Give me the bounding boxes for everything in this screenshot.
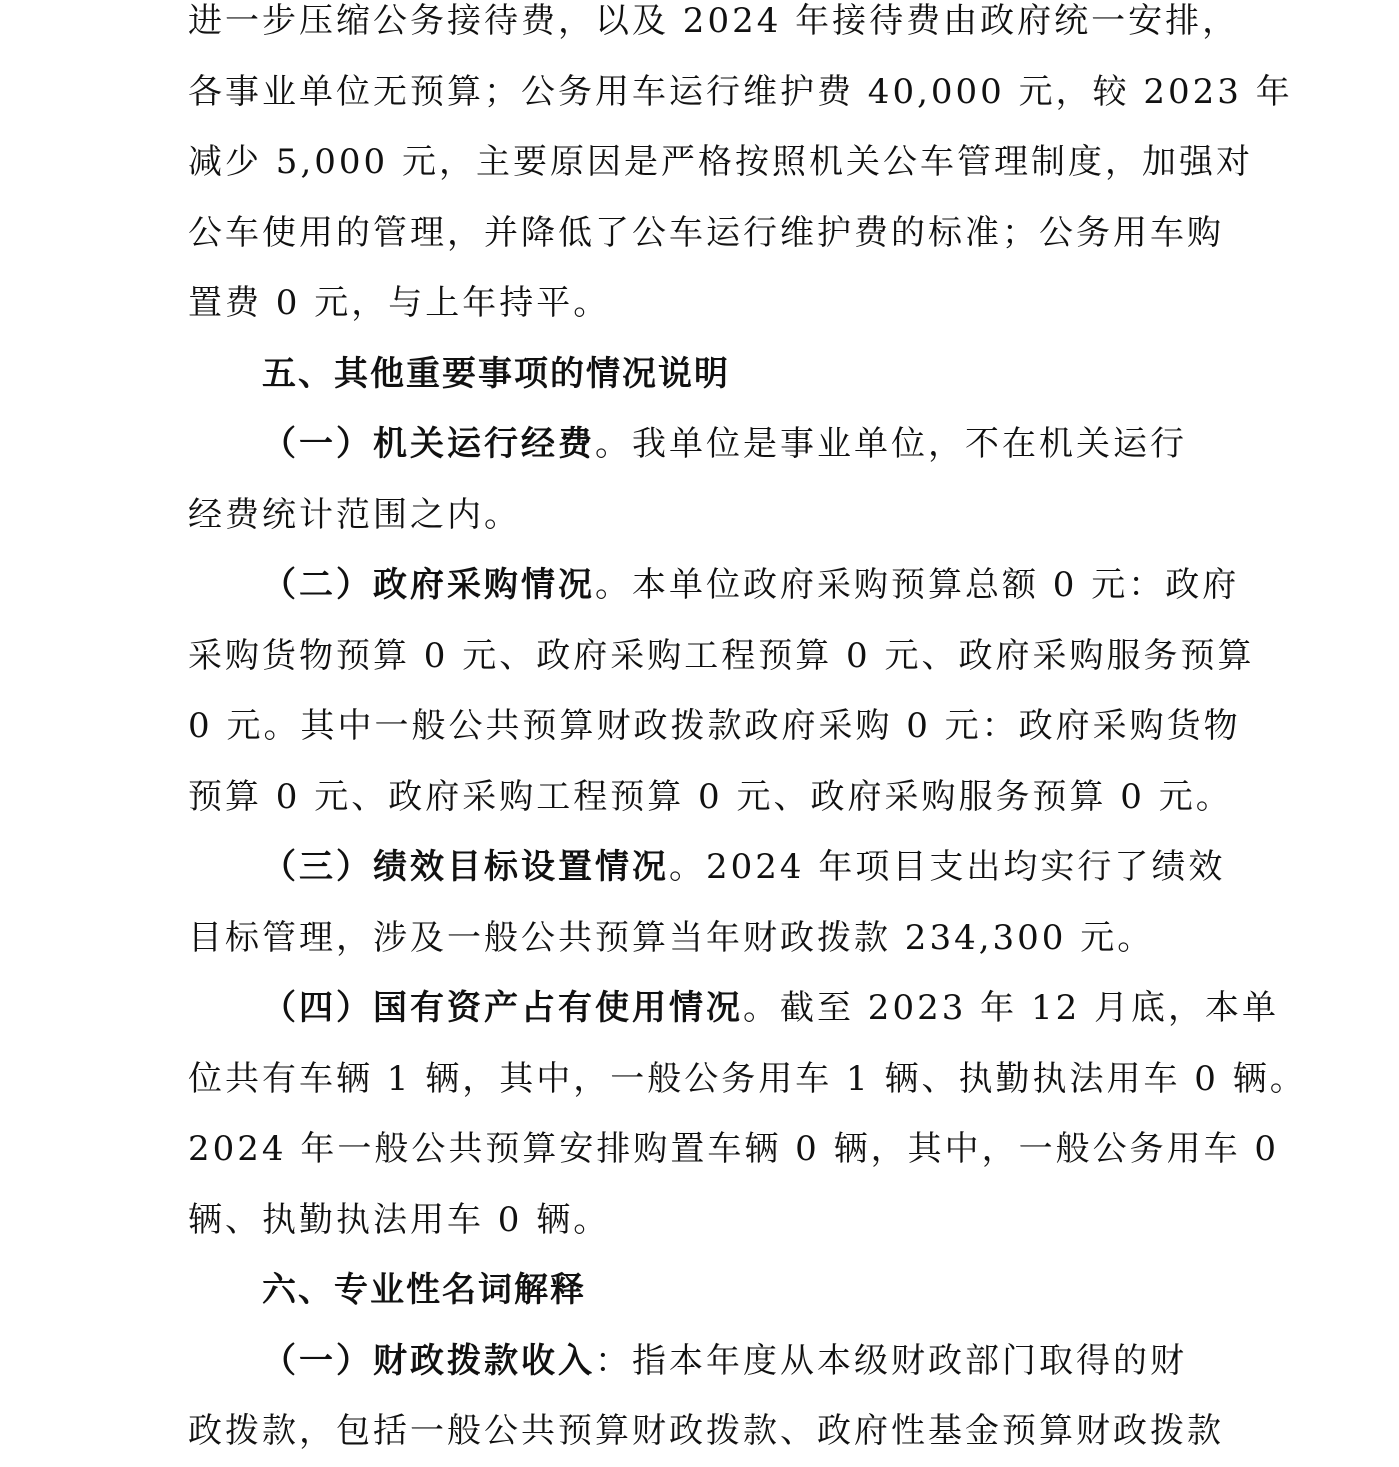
text-line: 政拨款，包括一般公共预算财政拨款、政府性基金预算财政拨款 [188,1411,1224,1451]
section6-heading: 六、专业性名词解释 [262,1270,586,1310]
item-text: 。我单位是事业单位，不在机关运行 [595,424,1187,464]
text-line: 位共有车辆 1 辆，其中，一般公务用车 1 辆、执勤执法用车 0 辆。 [188,1058,1307,1099]
section5-heading: 五、其他重要事项的情况说明 [262,353,730,394]
item-title: （四）国有资产占有使用情况 [262,988,743,1028]
text-line: 各事业单位无预算；公务用车运行维护费 40,000 元，较 2023 年 [188,71,1293,112]
item-title: （三）绩效目标设置情况 [262,847,669,887]
text-line [188,1326,1228,1397]
section6-item1-paragraph [188,1326,1228,1467]
item-title: （一）财政拨款收入 [262,1340,595,1381]
item-text: 。本单位政府采购预算总额 0 元：政府 [595,565,1240,605]
text-line: 目标管理，涉及一般公共预算当年财政拨款 234,300 元。 [188,917,1155,958]
text-line: 2024 年一般公共预算安排购置车辆 0 辆，其中，一般公务用车 0 [188,1129,1280,1169]
text-line [188,832,1228,903]
text-line: 0 元。其中一般公共预算财政拨款政府采购 0 元：政府采购货物 [188,706,1241,746]
text-line: 采购货物预算 0 元、政府采购工程预算 0 元、政府采购服务预算 [188,635,1255,676]
text-line: 公车使用的管理，并降低了公车运行维护费的标准；公务用车购 [188,212,1224,253]
document-page [188,0,1307,1467]
item-text: ：指本年度从本级财政部门取得的财 [595,1340,1187,1381]
text-line: 辆、执勤执法用车 0 辆。 [188,1199,611,1240]
text-line [188,409,1228,480]
item-text: 。截至 2023 年 12 月底，本单 [743,988,1280,1028]
text-line [188,550,1240,621]
text-line: 经费统计范围之内。 [188,494,521,535]
text-line: 置费 0 元，与上年持平。 [188,283,611,323]
section5-item1-paragraph [188,409,1228,550]
section5-item2-paragraph [188,550,1255,832]
text-line: 进一步压缩公务接待费，以及 2024 年接待费由政府统一安排， [188,1,1240,41]
item-title: （一）机关运行经费 [262,424,595,464]
section5-item4-paragraph [188,973,1307,1255]
text-line [188,973,1280,1044]
section4-tail-paragraph [188,0,1293,339]
text-line: 预算 0 元、政府采购工程预算 0 元、政府采购服务预算 0 元。 [188,776,1233,817]
item-text: 。2024 年项目支出均实行了绩效 [669,847,1226,887]
section5-item3-paragraph [188,832,1228,973]
item-title: （二）政府采购情况 [262,565,595,605]
text-line: 减少 5,000 元，主要原因是严格按照机关公车管理制度，加强对 [188,142,1253,182]
